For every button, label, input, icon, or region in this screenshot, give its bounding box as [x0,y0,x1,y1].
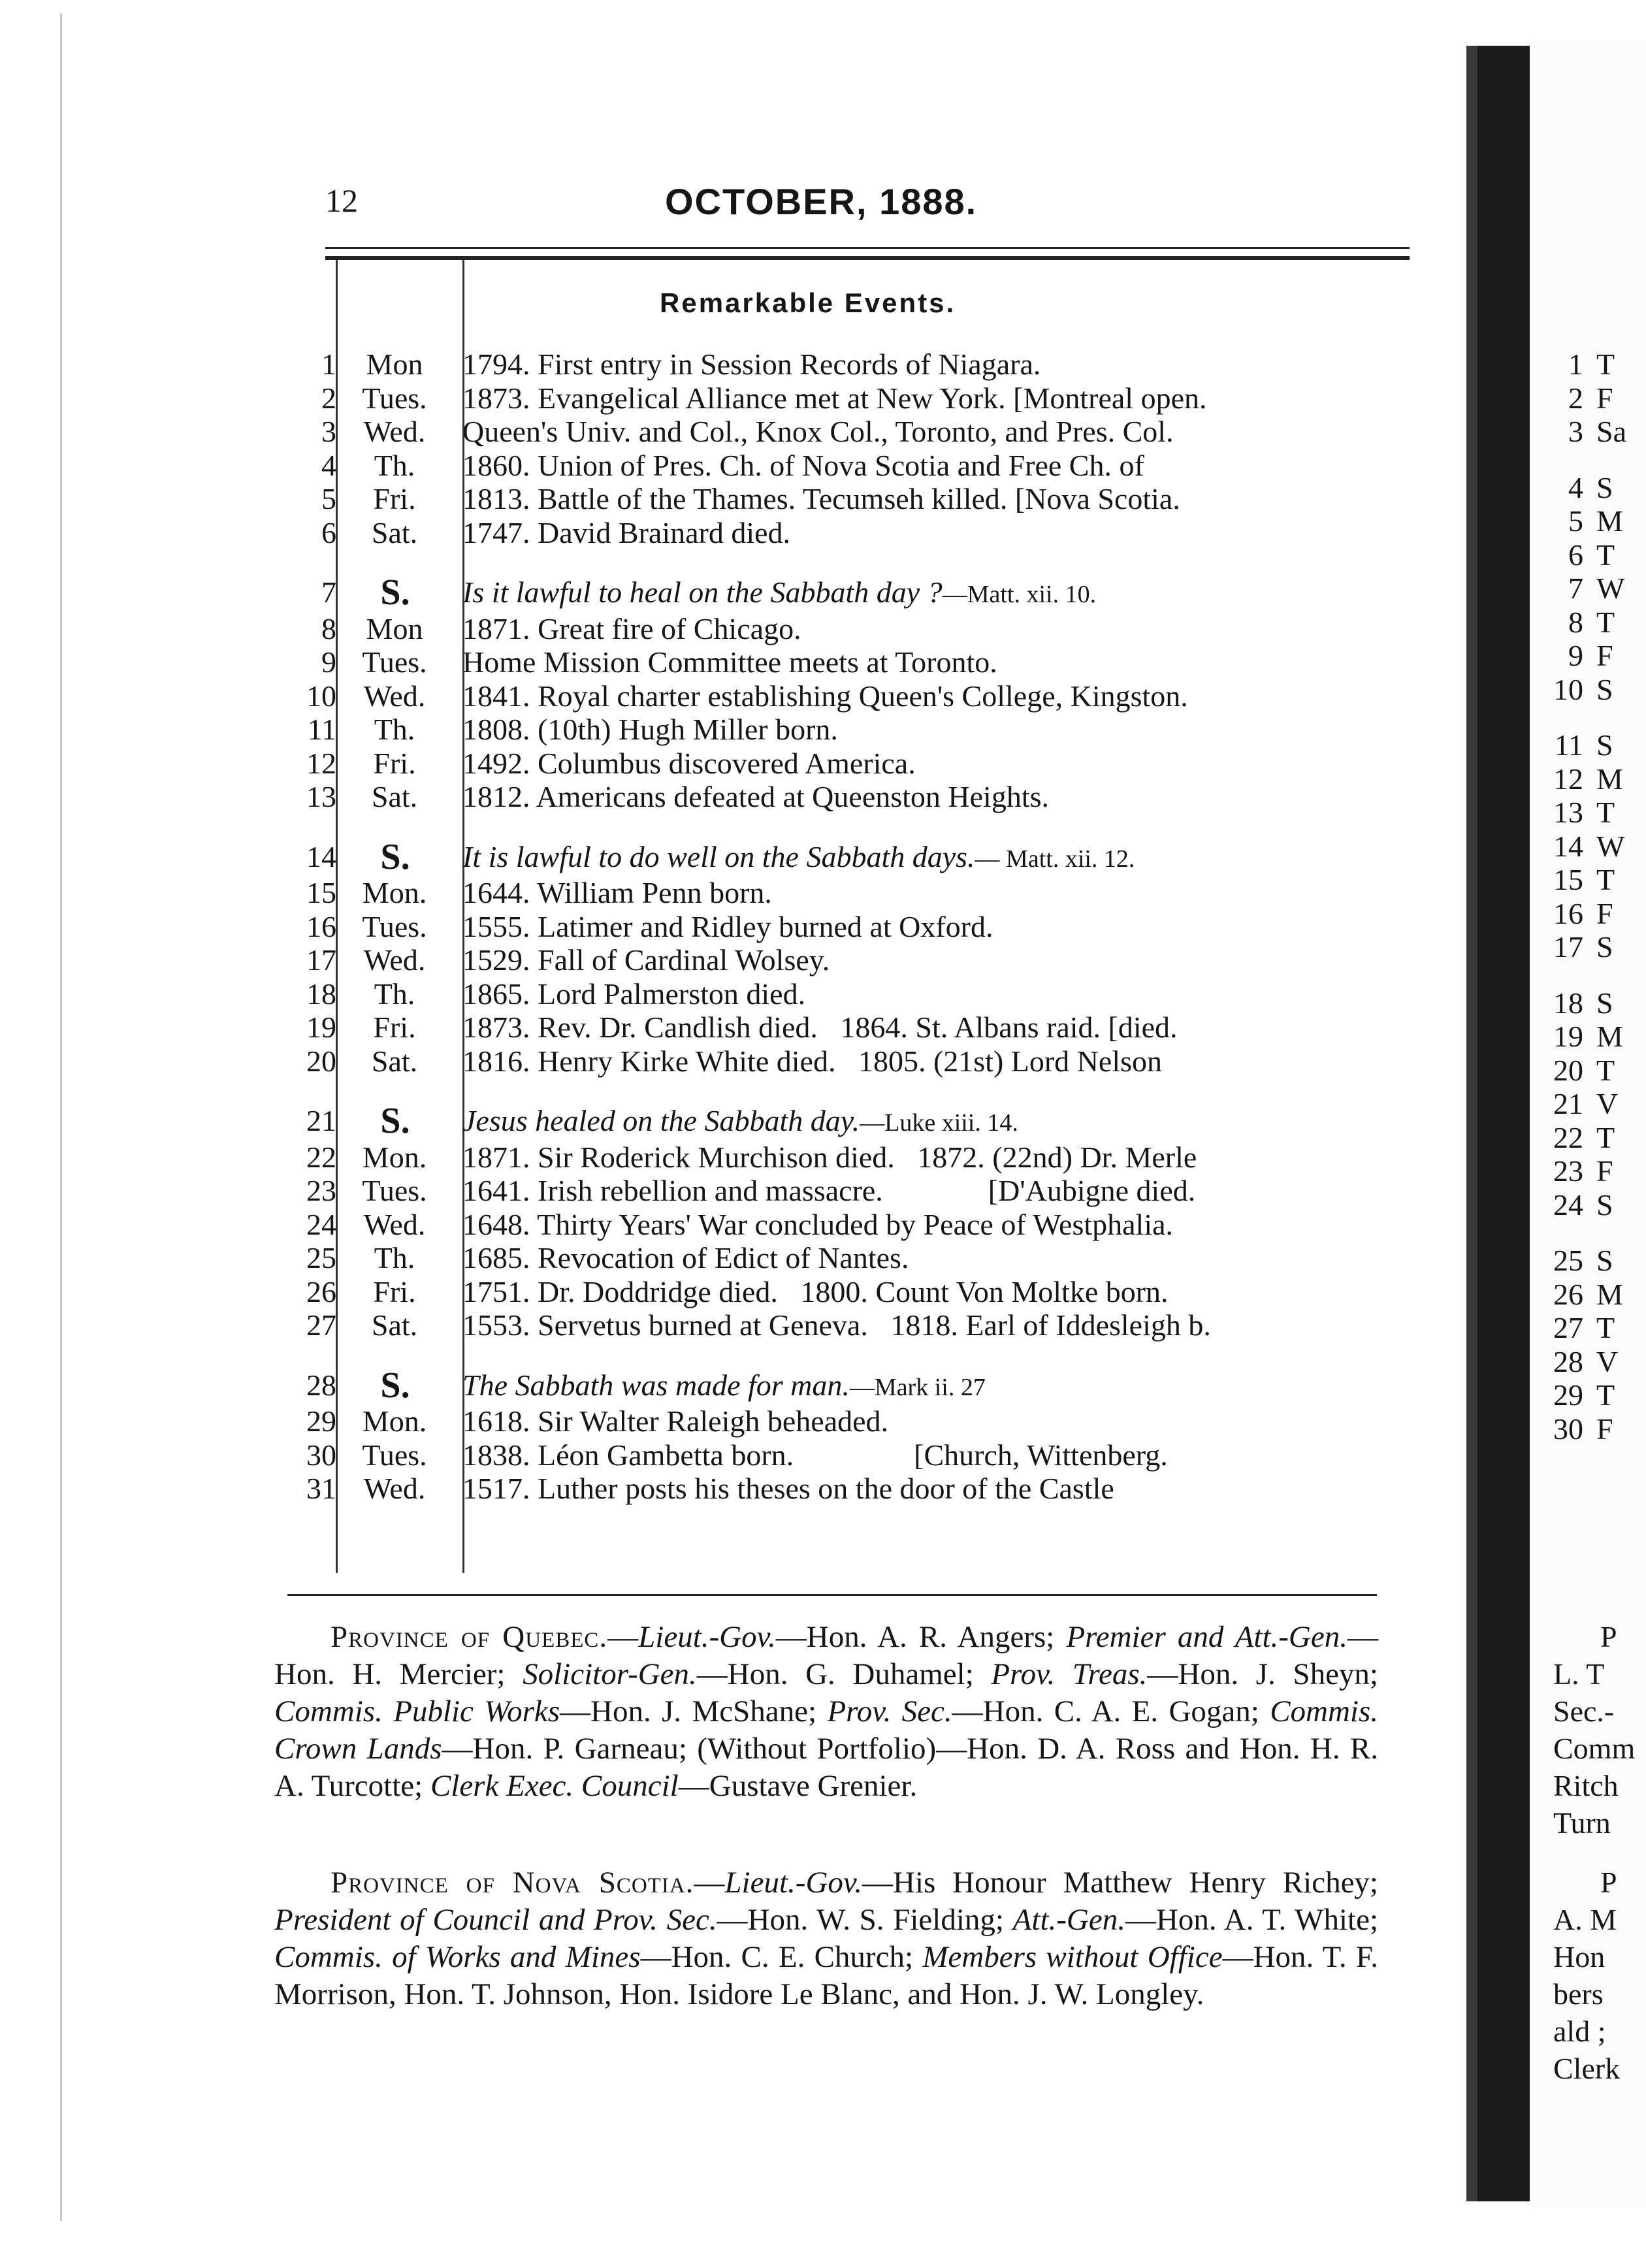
weekday-name: Mon [366,348,423,381]
weekday-name: Fri. [373,482,416,515]
facing-day-number: 29 [1553,1378,1583,1412]
weekday-name: Tues. [362,381,427,415]
weekday-name: Th. [374,977,415,1011]
header-rule-bottom [325,256,1410,260]
facing-day-number: 10 [1553,672,1583,706]
facing-day-text: M [1596,762,1623,796]
day-number: 18 [306,977,336,1011]
facing-page-row [1545,761,1623,798]
facing-day-text: Sa [1596,415,1626,448]
facing-page-row [1545,380,1613,417]
day-number: 31 [306,1472,336,1505]
weekday-name: Wed. [363,943,426,977]
facing-day-text: F [1596,1154,1613,1188]
sabbath-mark: S. [380,572,410,613]
day-number: 4 [321,448,336,482]
facing-day-number: 1 [1568,348,1583,381]
facing-day-text: S [1596,986,1613,1020]
page-number: 12 [325,182,358,219]
facing-page-row [1545,1344,1618,1380]
facing-page-row [1545,413,1626,450]
facing-day-text: S [1596,470,1613,504]
event-text: 1517. Luther posts his theses on the door of the Castle [462,1472,1114,1505]
day-number: 6 [321,515,336,549]
facing-day-number: 12 [1553,762,1583,796]
weekday-name: Tues. [362,1438,427,1472]
day-number: 30 [306,1438,336,1472]
facing-day-number: 3 [1568,415,1583,448]
facing-day-number: 25 [1553,1244,1583,1277]
weekday-name: Wed. [363,415,426,448]
weekday-name: Sat. [371,1044,418,1078]
event-text: 1860. Union of Pres. Ch. of Nova Scotia and Free Ch. of [462,448,1144,482]
verse-reference: — Matt. xii. 12. [975,845,1135,873]
facing-page-row [1545,1086,1618,1122]
weekday-name: Th. [374,1241,415,1274]
event-text: 1794. First entry in Session Records of Niagara. [462,348,1041,381]
facing-page-line: ald ; [1553,2015,1606,2048]
facing-day-text: T [1596,1053,1615,1087]
sabbath-verse [462,839,1135,877]
facing-day-text: W [1596,572,1625,605]
sabbath-verse [462,574,1096,613]
facing-day-text: V [1596,1344,1619,1378]
day-number: 15 [306,876,336,909]
weekday-name: Wed. [363,679,426,713]
facing-day-number: 27 [1553,1311,1583,1344]
facing-day-text: S [1596,1244,1613,1277]
facing-page-row [1545,1018,1623,1055]
event-text: Queen's Univ. and Col., Knox Col., Toronto, and Pres. Col. [462,415,1174,448]
event-text: 1751. Dr. Doddridge died. 1800. Count Von Moltke born. [462,1274,1169,1308]
day-number: 3 [321,415,336,448]
facing-day-number: 5 [1568,504,1583,538]
weekday-name: Wed. [363,1207,426,1241]
weekday-name: Sat. [371,780,418,813]
facing-page-row [1545,794,1615,831]
facing-day-text: T [1596,538,1615,572]
facing-day-number: 4 [1568,470,1583,504]
day-number: 29 [306,1404,336,1438]
sabbath-mark: S. [380,1101,410,1141]
facing-day-text: W [1596,829,1625,863]
facing-page-line: Hon [1553,1940,1606,1973]
weekday-name: Fri. [373,746,416,780]
facing-page-row [1545,1242,1613,1279]
facing-page-row [1545,1052,1615,1089]
weekday-name: Fri. [373,1011,416,1044]
verse-reference: —Matt. xii. 10. [942,581,1097,608]
facing-page-row [1545,570,1624,607]
facing-page-row [1545,828,1624,865]
event-text: 1865. Lord Palmerston died. [462,977,806,1011]
facing-page-line: Clerk [1553,2052,1621,2085]
verse-text: Is it lawful to heal on the Sabbath day ? [462,575,943,609]
weekday-name: Mon. [362,876,427,909]
facing-page-row [1545,604,1615,641]
facing-day-text: S [1596,672,1613,706]
event-text: 1841. Royal charter establishing Queen's College, Kingston. [462,679,1188,713]
section-rule [287,1594,1377,1596]
weekday-name: Th. [374,713,415,746]
facing-day-text: F [1596,381,1613,415]
facing-day-text: T [1596,1311,1615,1344]
weekday-name: Sat. [371,1308,418,1342]
event-text: 1529. Fall of Cardinal Wolsey. [462,943,830,977]
header-rule-top [325,247,1410,249]
weekday-name: Th. [374,448,415,482]
facing-day-text: V [1596,1087,1619,1120]
day-number: 25 [306,1241,336,1274]
facing-day-text: F [1596,639,1613,672]
facing-day-text: T [1596,348,1615,381]
facing-page-line: A. M [1553,1903,1617,1936]
day-number: 16 [306,909,336,943]
day-number: 12 [306,746,336,780]
facing-page-row [1545,346,1615,383]
facing-day-number: 6 [1568,538,1583,572]
weekday-name: Mon [366,611,423,645]
facing-page-line: Ritch [1553,1769,1619,1802]
facing-page-row [1545,1310,1615,1346]
day-number: 11 [307,713,336,746]
facing-day-number: 21 [1553,1087,1583,1120]
day-number: 9 [321,645,336,679]
facing-page-row [1545,537,1615,574]
facing-day-text: F [1596,1412,1613,1446]
day-number: 7 [321,575,336,609]
facing-page-row [1545,896,1613,932]
facing-page-row [1545,1411,1613,1448]
facing-day-number: 7 [1568,572,1583,605]
verse-text: Jesus healed on the Sabbath day. [462,1104,860,1137]
facing-page-row [1545,929,1613,965]
facing-day-number: 24 [1553,1188,1583,1222]
book-gutter-shadow [1477,46,1530,2201]
weekday-name: Sat. [371,515,418,549]
facing-day-number: 15 [1553,863,1583,896]
day-number: 24 [306,1207,336,1241]
facing-day-number: 11 [1554,728,1583,762]
facing-day-text: T [1596,796,1615,829]
facing-day-number: 16 [1553,896,1583,930]
day-number: 5 [321,482,336,515]
facing-day-number: 14 [1553,829,1583,863]
facing-page-row [1545,1377,1615,1414]
event-text: 1553. Servetus burned at Geneva. 1818. Earl of Iddesleigh b. [462,1308,1211,1342]
day-number: 8 [321,611,336,645]
facing-day-text: T [1596,1378,1615,1412]
day-number: 27 [306,1308,336,1342]
weekday-name: Wed. [363,1472,426,1505]
facing-day-text: T [1596,1120,1615,1154]
day-number: 17 [306,943,336,977]
event-text: 1747. David Brainard died. [462,515,791,549]
facing-page-row [1545,672,1613,708]
facing-day-number: 30 [1553,1412,1583,1446]
facing-page-line: P [1600,1620,1617,1653]
day-number: 28 [306,1368,336,1402]
event-text: 1648. Thirty Years' War concluded by Peace of Westphalia. [462,1207,1174,1241]
quebec-heading: Province of Quebec. [331,1620,608,1654]
page-title: OCTOBER, 1888. [665,181,978,222]
facing-page-line: Sec.- [1553,1694,1615,1728]
facing-day-number: 8 [1568,605,1583,639]
facing-day-number: 28 [1553,1344,1583,1378]
day-number: 22 [306,1140,336,1174]
facing-day-text: M [1596,504,1623,538]
facing-page-row [1545,862,1615,898]
verse-text: It is lawful to do well on the Sabbath days. [462,839,975,873]
weekday-name: Fri. [373,1274,416,1308]
facing-page-row [1545,985,1613,1022]
facing-page-line: Comm [1553,1732,1636,1765]
facing-page-row [1545,470,1613,506]
event-text: 1644. William Penn born. [462,876,772,909]
facing-day-number: 22 [1553,1120,1583,1154]
facing-page-row [1545,1153,1613,1190]
facing-day-number: 13 [1553,796,1583,829]
day-number: 23 [306,1174,336,1207]
event-text: 1685. Revocation of Edict of Nantes. [462,1241,909,1274]
day-number: 19 [306,1011,336,1044]
sabbath-mark: S. [380,1365,410,1406]
sabbath-verse [462,1103,1018,1141]
event-text: 1492. Columbus discovered America. [462,746,916,780]
facing-page-row [1545,638,1613,674]
quebec-paragraph: Province of Quebec.—Lieut.-Gov.—Hon. A. R. Angers; Premier and Att.-Gen.—Hon. H. Mercier; Solicitor-Gen.—Hon. G. Duhamel; Prov. Treas.—Hon. J. Sheyn; Commis. Public Works—Hon. J. McShane; Prov. Sec.—Hon. C. A. E. Gogan; Commis. Crown Lands—Hon. P. Garneau; (Without Portfolio)—Hon. D. A. Ross and Hon. H. R. A. Turcotte; Clerk Exec. Council—Gustave Grenier. [274,1620,1379,1803]
event-text: 1873. Evangelical Alliance met at New York. [Montreal open. [462,381,1207,415]
facing-day-text: S [1596,930,1613,964]
facing-day-text: S [1596,1188,1613,1222]
facing-page-line: L. T [1553,1657,1605,1691]
facing-day-number: 19 [1553,1020,1583,1053]
facing-day-number: 26 [1553,1277,1583,1311]
day-number: 26 [306,1274,336,1308]
facing-page-row [1545,1187,1613,1223]
facing-day-text: T [1596,605,1615,639]
sabbath-mark: S. [380,836,410,877]
day-number: 20 [306,1044,336,1078]
sabbath-verse [462,1367,986,1406]
event-text: 1838. Léon Gambetta born. [Church, Wittenberg. [462,1438,1168,1472]
facing-page-line: bers [1553,1977,1604,2011]
event-text: 1871. Great fire of Chicago. [462,611,801,645]
weekday-name: Mon. [362,1140,427,1174]
day-number: 14 [306,839,336,873]
event-text: 1641. Irish rebellion and massacre. [D'Aubigne died. [462,1174,1196,1207]
nova-scotia-heading: Province of Nova Scotia. [331,1866,694,1900]
facing-day-number: 23 [1553,1154,1583,1188]
day-number: 21 [306,1104,336,1137]
event-text: 1873. Rev. Dr. Candlish died. 1864. St. Albans raid. [died. [462,1011,1178,1044]
facing-page-row [1545,503,1623,540]
day-number: 2 [321,381,336,415]
day-number: 10 [306,679,336,713]
event-text: 1813. Battle of the Thames. Tecumseh killed. [Nova Scotia. [462,482,1180,515]
facing-day-text: S [1596,728,1613,762]
facing-day-text: F [1596,896,1613,930]
weekday-name: Tues. [362,1174,427,1207]
event-text: 1812. Americans defeated at Queenston Heights. [462,780,1050,813]
event-text: 1871. Sir Roderick Murchison died. 1872. (22nd) Dr. Merle [462,1140,1197,1174]
verse-reference: —Mark ii. 27 [849,1373,986,1401]
day-number: 13 [306,780,336,813]
facing-day-number: 17 [1553,930,1583,964]
nova-scotia-paragraph: Province of Nova Scotia.—Lieut.-Gov.—His Honour Matthew Henry Richey; President of Council and Prov. Sec.—Hon. W. S. Fielding; Att.-Gen.—Hon. A. T. White; Commis. of Works and Mines—Hon. C. E. Church; Members without Office—Hon. T. F. Morrison, Hon. T. Johnson, Hon. Isidore Le Blanc, and Hon. J. W. Longley. [274,1866,1379,2011]
events-heading: Remarkable Events. [660,287,956,318]
facing-day-number: 9 [1568,639,1583,672]
event-text: 1618. Sir Walter Raleigh beheaded. [462,1404,889,1438]
facing-day-text: M [1596,1277,1623,1311]
facing-day-number: 20 [1553,1053,1583,1087]
weekday-name: Mon. [362,1404,427,1438]
facing-day-text: M [1596,1020,1623,1053]
day-number: 1 [321,348,336,381]
weekday-name: Tues. [362,909,427,943]
facing-page-row [1545,727,1613,764]
facing-day-number: 2 [1568,381,1583,415]
verse-reference: —Luke xiii. 14. [860,1109,1018,1137]
verse-text: The Sabbath was made for man. [462,1368,850,1402]
event-text: 1555. Latimer and Ridley burned at Oxford. [462,909,993,943]
event-text: Home Mission Committee meets at Toronto. [462,645,997,679]
facing-page-line: Turn [1553,1806,1611,1839]
event-text: 1808. (10th) Hugh Miller born. [462,713,838,746]
facing-page-row [1545,1120,1615,1156]
event-text: 1816. Henry Kirke White died. 1805. (21st) Lord Nelson [462,1044,1163,1078]
facing-day-text: T [1596,863,1615,896]
facing-page-line: P [1600,1866,1617,1899]
facing-page-row [1545,1276,1623,1313]
weekday-name: Tues. [362,645,427,679]
facing-day-number: 18 [1553,986,1583,1020]
